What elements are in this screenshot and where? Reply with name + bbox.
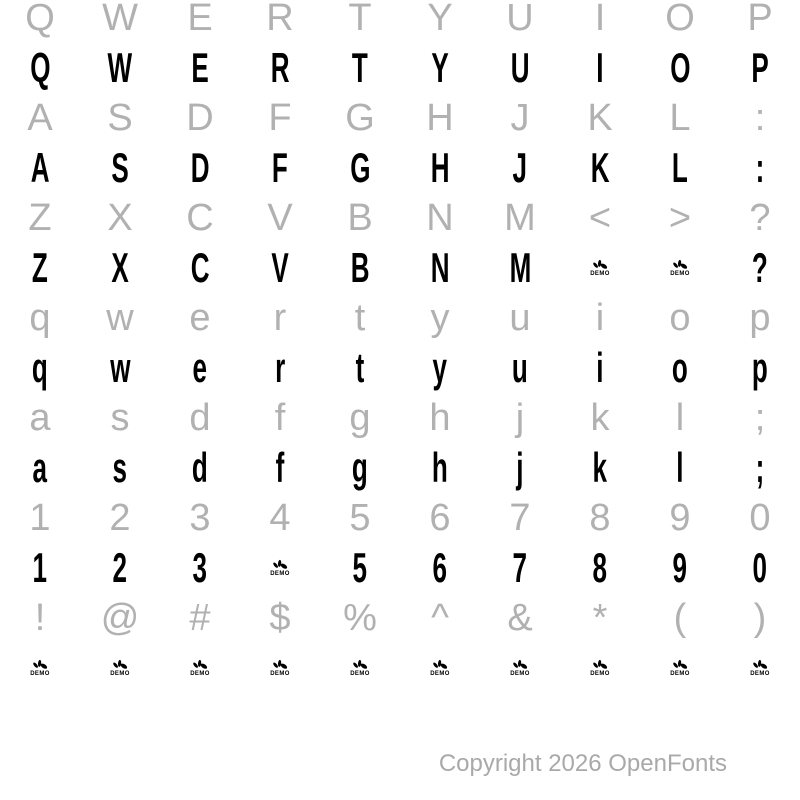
glyph-cell: o (669, 297, 691, 339)
glyph-cell: w (109, 344, 131, 391)
glyph-cell: 0 (749, 497, 771, 539)
glyph-cell: w (106, 297, 134, 339)
demo-splat-icon (672, 659, 688, 670)
glyph-row-3 (0, 93, 800, 143)
glyph-cell: S (111, 144, 129, 191)
glyph-cell: Q (25, 0, 55, 39)
demo-glyph (30, 659, 50, 677)
glyph-cell: H (430, 144, 450, 191)
glyph-cell: D (190, 144, 210, 191)
glyph-cell: ; (754, 397, 766, 439)
demo-splat-icon (432, 659, 448, 670)
demo-glyph-label: DEMO (750, 671, 770, 677)
glyph-row-12 (0, 543, 800, 593)
demo-glyph (590, 259, 610, 277)
glyph-cell: o (672, 344, 688, 391)
glyph-cell: t (354, 297, 366, 339)
glyph-cell: 8 (589, 497, 611, 539)
glyph-cell: Y (427, 0, 453, 39)
glyph-cell: P (751, 44, 769, 91)
glyph-cell: d (192, 444, 208, 491)
glyph-row-5 (0, 193, 800, 243)
demo-glyph-label: DEMO (190, 671, 210, 677)
demo-glyph (670, 259, 690, 277)
demo-glyph-label: DEMO (270, 671, 290, 677)
glyph-cell: : (754, 97, 766, 139)
glyph-cell: ? (749, 197, 771, 239)
glyph-cell: F (268, 97, 292, 139)
demo-glyph (270, 559, 290, 577)
demo-glyph (590, 659, 610, 677)
glyph-cell: A (27, 97, 53, 139)
glyph-cell: p (749, 297, 771, 339)
glyph-cell: u (512, 344, 528, 391)
glyph-cell: # (189, 597, 211, 639)
demo-splat-icon (752, 659, 768, 670)
demo-glyph (190, 659, 210, 677)
glyph-cell: X (107, 197, 133, 239)
glyph-cell: T (352, 44, 368, 91)
glyph-cell: @ (100, 597, 140, 639)
glyph-cell: G (349, 144, 371, 191)
glyph-row-4 (0, 143, 800, 193)
glyph-cell: R (266, 0, 294, 39)
glyph-cell: l (676, 444, 684, 491)
glyph-cell: F (272, 144, 288, 191)
demo-glyph-label: DEMO (670, 671, 690, 677)
glyph-cell: A (30, 144, 50, 191)
glyph-cell: 3 (189, 497, 211, 539)
glyph-cell: h (432, 444, 448, 491)
glyph-cell: O (669, 44, 691, 91)
demo-splat-icon (192, 659, 208, 670)
glyph-cell: O (665, 0, 695, 39)
glyph-cell: V (271, 244, 289, 291)
glyph-cell: a (29, 397, 51, 439)
demo-glyph (270, 659, 290, 677)
demo-splat-icon (512, 659, 528, 670)
glyph-cell: ( (673, 597, 687, 639)
glyph-cell: 6 (432, 544, 448, 591)
demo-glyph-label: DEMO (510, 671, 530, 677)
glyph-cell: C (186, 197, 214, 239)
glyph-cell: B (350, 244, 370, 291)
glyph-cell: j (515, 397, 525, 439)
glyph-cell: G (345, 97, 375, 139)
glyph-cell: P (747, 0, 773, 39)
demo-glyph-label: DEMO (590, 271, 610, 277)
glyph-cell: e (189, 297, 211, 339)
glyph-cell: V (267, 197, 293, 239)
glyph-cell: l (675, 397, 685, 439)
glyph-cell: S (107, 97, 133, 139)
glyph-cell: Z (32, 244, 48, 291)
demo-splat-icon (32, 659, 48, 670)
glyph-cell: 8 (592, 544, 608, 591)
glyph-row-9 (0, 393, 800, 443)
demo-glyph-label: DEMO (430, 671, 450, 677)
glyph-cell: 0 (752, 544, 768, 591)
demo-glyph (750, 659, 770, 677)
demo-splat-icon (352, 659, 368, 670)
glyph-cell: q (32, 344, 48, 391)
glyph-row-10 (0, 443, 800, 493)
glyph-row-2 (0, 43, 800, 93)
demo-splat-icon (672, 259, 688, 270)
glyph-cell: 7 (509, 497, 531, 539)
glyph-row-14 (0, 643, 800, 693)
glyph-cell: r (273, 297, 287, 339)
glyph-cell: 6 (429, 497, 451, 539)
demo-splat-icon (112, 659, 128, 670)
glyph-cell: 4 (269, 497, 291, 539)
demo-glyph-label: DEMO (270, 571, 290, 577)
glyph-cell: f (274, 397, 286, 439)
glyph-cell: 5 (349, 497, 371, 539)
demo-splat-icon (272, 659, 288, 670)
glyph-cell: y (432, 344, 448, 391)
glyph-cell: 9 (669, 497, 691, 539)
glyph-cell: J (510, 97, 530, 139)
glyph-cell: ? (752, 244, 768, 291)
glyph-cell: a (32, 444, 48, 491)
glyph-cell: < (588, 197, 612, 239)
glyph-cell: & (507, 597, 533, 639)
glyph-cell: H (426, 97, 454, 139)
glyph-cell: 1 (29, 497, 51, 539)
glyph-cell: L (672, 144, 688, 191)
glyph-cell: t (355, 344, 365, 391)
glyph-cell: 2 (109, 497, 131, 539)
glyph-cell: N (430, 244, 450, 291)
glyph-cell: p (752, 344, 768, 391)
glyph-cell: 1 (32, 544, 48, 591)
glyph-cell: Q (29, 44, 51, 91)
glyph-cell: K (587, 97, 613, 139)
glyph-cell: u (509, 297, 531, 339)
glyph-cell: X (111, 244, 129, 291)
glyph-row-7 (0, 293, 800, 343)
copyright-text: Copyright 2026 OpenFonts (438, 750, 727, 777)
glyph-cell: W (107, 44, 133, 91)
glyph-cell: U (506, 0, 534, 39)
glyph-cell: Y (431, 44, 449, 91)
glyph-cell: 7 (512, 544, 528, 591)
glyph-cell: M (504, 197, 536, 239)
glyph-cell: I (594, 0, 606, 39)
glyph-cell: 9 (672, 544, 688, 591)
glyph-row-13 (0, 593, 800, 643)
glyph-cell: > (668, 197, 692, 239)
glyph-cell: D (186, 97, 214, 139)
glyph-cell: J (512, 144, 528, 191)
glyph-cell: k (590, 397, 610, 439)
demo-splat-icon (272, 559, 288, 570)
glyph-cell: r (274, 344, 286, 391)
glyph-cell: q (29, 297, 51, 339)
glyph-cell: N (426, 197, 454, 239)
glyph-cell: y (430, 297, 450, 339)
demo-glyph (430, 659, 450, 677)
demo-glyph-label: DEMO (590, 671, 610, 677)
glyph-cell: W (102, 0, 138, 39)
glyph-cell: E (191, 44, 209, 91)
demo-glyph (110, 659, 130, 677)
glyph-cell: R (270, 44, 290, 91)
glyph-cell: g (349, 397, 371, 439)
glyph-cell: M (509, 244, 531, 291)
glyph-cell: L (669, 97, 691, 139)
demo-glyph-label: DEMO (110, 671, 130, 677)
demo-glyph-label: DEMO (350, 671, 370, 677)
glyph-cell: ; (755, 444, 765, 491)
glyph-cell: 5 (352, 544, 368, 591)
glyph-cell: Z (28, 197, 52, 239)
glyph-row-6 (0, 243, 800, 293)
demo-glyph (670, 659, 690, 677)
demo-splat-icon (592, 259, 608, 270)
glyph-cell: e (192, 344, 208, 391)
glyph-row-11 (0, 493, 800, 543)
glyph-row-8 (0, 343, 800, 393)
demo-glyph-label: DEMO (30, 671, 50, 677)
demo-splat-icon (592, 659, 608, 670)
glyph-cell: $ (269, 597, 291, 639)
glyph-cell: ) (753, 597, 767, 639)
glyph-cell: 2 (112, 544, 128, 591)
glyph-cell: s (110, 397, 130, 439)
glyph-cell: B (347, 197, 373, 239)
glyph-cell: K (590, 144, 610, 191)
glyph-cell: E (187, 0, 213, 39)
glyph-cell: % (343, 597, 377, 639)
glyph-cell: h (429, 397, 451, 439)
glyph-cell: ! (34, 597, 46, 639)
demo-glyph (350, 659, 370, 677)
glyph-cell: i (595, 297, 605, 339)
glyph-row-1 (0, 0, 800, 43)
glyph-cell: T (348, 0, 372, 39)
glyph-cell: j (516, 444, 524, 491)
glyph-cell: i (596, 344, 604, 391)
glyph-cell: * (592, 597, 608, 639)
glyph-cell: : (755, 144, 765, 191)
glyph-cell: U (510, 44, 530, 91)
glyph-cell: d (189, 397, 211, 439)
glyph-cell: g (352, 444, 368, 491)
demo-glyph-label: DEMO (670, 271, 690, 277)
glyph-cell: f (275, 444, 285, 491)
glyph-cell: 3 (192, 544, 208, 591)
glyph-cell: k (592, 444, 608, 491)
glyph-cell: s (112, 444, 128, 491)
demo-glyph (510, 659, 530, 677)
glyph-cell: C (190, 244, 210, 291)
glyph-cell: ^ (431, 597, 449, 639)
glyph-cell: I (596, 44, 604, 91)
